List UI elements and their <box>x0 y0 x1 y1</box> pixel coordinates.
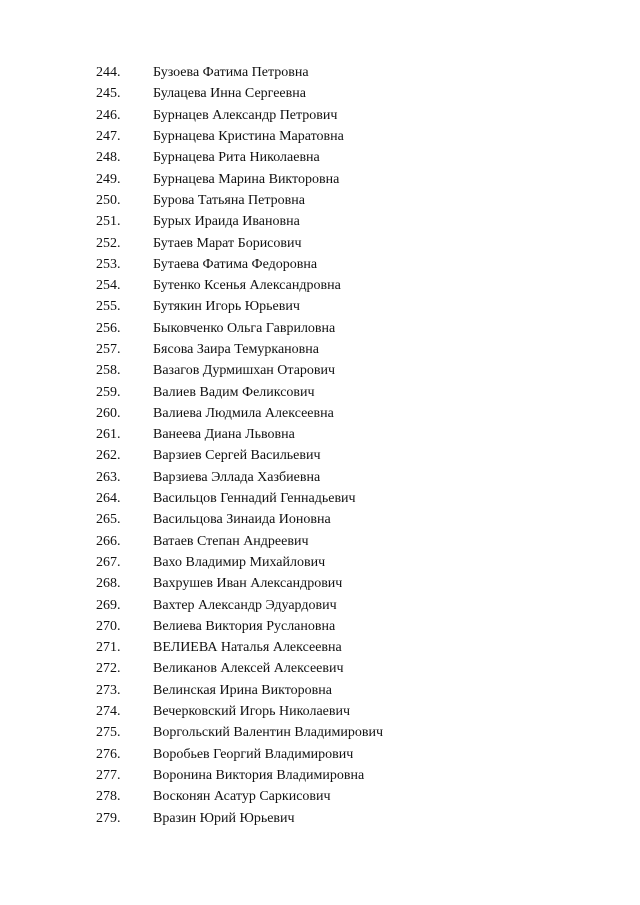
list-item <box>96 62 576 83</box>
list-item <box>96 403 576 424</box>
list-item <box>96 318 576 339</box>
list-item-name: Восконян Асатур Саркисович <box>153 789 331 805</box>
list-item-number: 276. <box>96 746 121 762</box>
list-item-number: 278. <box>96 789 121 805</box>
list-item-name: Вахо Владимир Михайлович <box>153 554 326 570</box>
list-item-number: 262. <box>96 448 121 464</box>
list-item <box>96 275 576 296</box>
list-item-number: 270. <box>96 618 121 634</box>
list-item-name: Варзиева Эллада Хазбиевна <box>153 469 321 485</box>
list-item <box>96 552 576 573</box>
list-item-name: Воронина Виктория Владимировна <box>153 767 365 783</box>
list-item <box>96 722 576 743</box>
numbered-name-list <box>96 62 576 829</box>
list-item-name: Вразин Юрий Юрьевич <box>153 810 295 826</box>
list-item <box>96 424 576 445</box>
list-item-number: 253. <box>96 256 121 272</box>
list-item-number: 265. <box>96 512 121 528</box>
list-item <box>96 339 576 360</box>
list-item-number: 267. <box>96 554 121 570</box>
list-item-number: 261. <box>96 427 121 443</box>
list-item-name: Великанов Алексей Алексеевич <box>153 661 344 677</box>
list-item <box>96 573 576 594</box>
list-item <box>96 765 576 786</box>
list-item <box>96 509 576 530</box>
list-item <box>96 360 576 381</box>
list-item-number: 245. <box>96 86 121 102</box>
list-item-number: 249. <box>96 171 121 187</box>
list-item-name: Булацева Инна Сергеевна <box>153 86 306 102</box>
list-item-name: Васильцов Геннадий Геннадьевич <box>153 491 356 507</box>
list-item-name: Бурнацев Александр Петрович <box>153 107 338 123</box>
list-item-name: Вазагов Дурмишхан Отарович <box>153 363 336 379</box>
list-item-number: 260. <box>96 405 121 421</box>
list-item <box>96 807 576 828</box>
list-item <box>96 83 576 104</box>
list-item-number: 277. <box>96 767 121 783</box>
list-item <box>96 190 576 211</box>
list-item-number: 272. <box>96 661 121 677</box>
list-item <box>96 637 576 658</box>
list-item <box>96 616 576 637</box>
list-item <box>96 744 576 765</box>
list-item-name: Воробьев Георгий Владимирович <box>153 746 354 762</box>
list-item-name: Ватаев Степан Андреевич <box>153 533 309 549</box>
list-item <box>96 786 576 807</box>
list-item-name: Бурова Татьяна Петровна <box>153 192 305 208</box>
list-item-number: 266. <box>96 533 121 549</box>
list-item-name: Быковченко Ольга Гавриловна <box>153 320 336 336</box>
list-item-number: 268. <box>96 576 121 592</box>
list-item <box>96 680 576 701</box>
list-item <box>96 211 576 232</box>
list-item-name: Бурнацева Рита Николаевна <box>153 150 320 166</box>
list-item-name: Бутякин Игорь Юрьевич <box>153 299 300 315</box>
list-item-number: 259. <box>96 384 121 400</box>
list-item-number: 269. <box>96 597 121 613</box>
list-item-name: Велиева Виктория Руслановна <box>153 618 336 634</box>
list-item-number: 250. <box>96 192 121 208</box>
list-item-number: 252. <box>96 235 121 251</box>
list-item-name: Бузоева Фатима Петровна <box>153 65 309 81</box>
list-item-name: Бурых Ираида Ивановна <box>153 214 300 230</box>
list-item-number: 273. <box>96 682 121 698</box>
list-item <box>96 445 576 466</box>
list-item <box>96 381 576 402</box>
list-item-number: 271. <box>96 640 121 656</box>
list-item-name: Валиева Людмила Алексеевна <box>153 405 334 421</box>
list-item <box>96 232 576 253</box>
list-item-name: Ванеева Диана Львовна <box>153 427 295 443</box>
list-item-number: 258. <box>96 363 121 379</box>
list-item-number: 275. <box>96 725 121 741</box>
list-item-number: 263. <box>96 469 121 485</box>
list-item-name: Валиев Вадим Феликсович <box>153 384 315 400</box>
list-item-name: Вахтер Александр Эдуардович <box>153 597 337 613</box>
list-item-name: Бутаев Марат Борисович <box>153 235 302 251</box>
list-item-name: Варзиев Сергей Васильевич <box>153 448 321 464</box>
list-item-number: 247. <box>96 129 121 145</box>
list-item-number: 279. <box>96 810 121 826</box>
list-item <box>96 105 576 126</box>
list-item-name: Бясова Заира Темуркановна <box>153 342 319 357</box>
list-item-name: Бурнацева Марина Викторовна <box>153 171 340 187</box>
list-item-name: Бутенко Ксенья Александровна <box>153 278 341 294</box>
list-item-name: Бутаева Фатима Федоровна <box>153 256 318 272</box>
list-item-number: 244. <box>96 65 121 81</box>
list-item <box>96 594 576 615</box>
list-item <box>96 126 576 147</box>
list-item <box>96 658 576 679</box>
list-item-name: Воргольский Валентин Владимирович <box>153 725 384 741</box>
list-item <box>96 147 576 168</box>
list-item <box>96 254 576 275</box>
list-item <box>96 488 576 509</box>
list-item <box>96 531 576 552</box>
list-item-number: 254. <box>96 278 121 294</box>
list-item-number: 246. <box>96 107 121 123</box>
list-item-number: 251. <box>96 214 121 230</box>
list-item-name: Бурнацева Кристина Маратовна <box>153 129 344 145</box>
list-item-name: Велинская Ирина Викторовна <box>153 682 332 698</box>
list-item-number: 264. <box>96 491 121 507</box>
list-item <box>96 296 576 317</box>
list-item-number: 257. <box>96 342 121 357</box>
list-item-name: ВЕЛИЕВА Наталья Алексеевна <box>153 640 342 656</box>
list-item-number: 256. <box>96 320 121 336</box>
list-item <box>96 168 576 189</box>
list-item <box>96 701 576 722</box>
list-item-number: 248. <box>96 150 121 166</box>
list-item-number: 274. <box>96 704 121 720</box>
list-item-number: 255. <box>96 299 121 315</box>
list-item-name: Вечерковский Игорь Николаевич <box>153 704 351 720</box>
list-item <box>96 467 576 488</box>
list-item-name: Вахрушев Иван Александрович <box>153 576 343 592</box>
list-item-name: Васильцова Зинаида Ионовна <box>153 512 331 528</box>
